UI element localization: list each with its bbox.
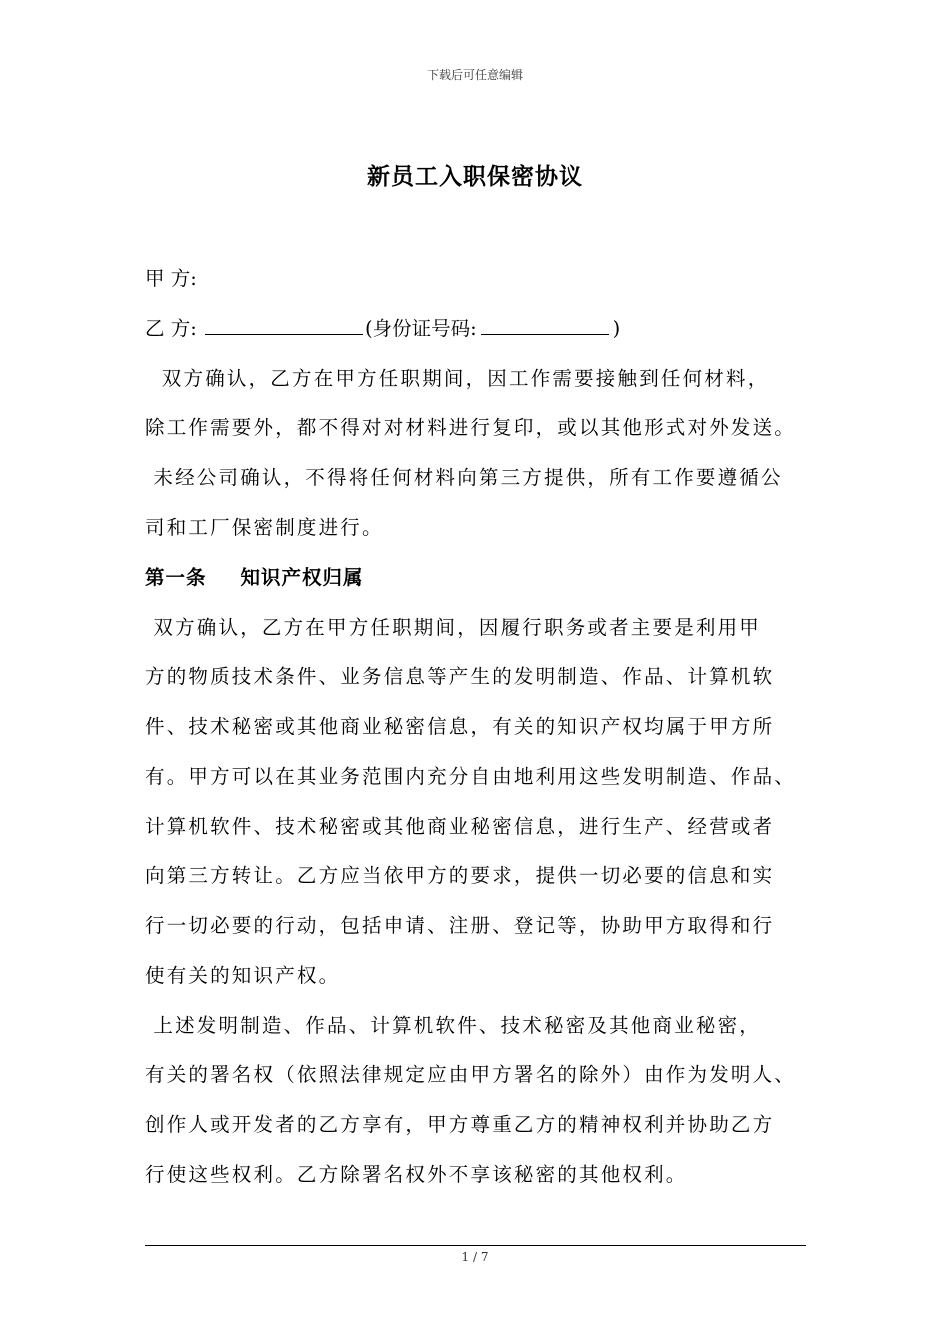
party-b-id-blank	[481, 333, 609, 335]
section-1-title: 知识产权归属	[240, 566, 364, 589]
document-title: 新员工入职保密协议	[367, 163, 583, 190]
section-1-para-1-line-2: 方的物质技术条件、业务信息等产生的发明制造、作品、计算机软	[145, 665, 775, 688]
section-1-para-1-line-6: 向第三方转让。乙方应当依甲方的要求，提供一切必要的信息和实	[145, 864, 775, 887]
section-1-para-1-line-4: 有。甲方可以在其业务范围内充分自由地利用这些发明制造、作品、	[145, 765, 797, 788]
intro-line-1: 双方确认，乙方在甲方任职期间，因工作需要接触到任何材料，	[145, 367, 770, 390]
intro-line-4: 司和工厂保密制度进行。	[145, 516, 384, 539]
section-1-heading	[145, 562, 835, 590]
party-a-line	[145, 263, 835, 291]
footer-divider	[145, 1245, 806, 1246]
party-b-id-close: )	[612, 317, 621, 340]
section-1-number: 第一条	[145, 566, 207, 589]
intro-line-3: 未经公司确认，不得将任何材料向第三方提供，所有工作要遵循公	[145, 466, 783, 489]
section-1-para-1-line-8: 使有关的知识产权。	[145, 964, 341, 987]
party-b-id-label: (身份证号码:	[364, 317, 477, 340]
party-b-name-blank	[205, 333, 363, 335]
party-a-label: 甲 方:	[145, 267, 197, 290]
party-b-line	[145, 313, 835, 341]
party-b-label: 乙 方:	[145, 317, 197, 340]
page-number: 1 / 7	[461, 1250, 489, 1264]
section-1-para-1-line-3: 件、技术秘密或其他商业秘密信息，有关的知识产权均属于甲方所	[145, 715, 775, 738]
section-1-para-2-line-4: 行使这些权利。乙方除署名权外不享该秘密的其他权利。	[145, 1163, 688, 1186]
section-1-para-1-line-1: 双方确认，乙方在甲方任职期间，因履行职务或者主要是利用甲	[145, 616, 761, 639]
section-1-para-1-line-7: 行一切必要的行动，包括申请、注册、登记等，协助甲方取得和行	[145, 914, 775, 937]
section-1-para-2-line-1: 上述发明制造、作品、计算机软件、技术秘密及其他商业秘密，	[145, 1014, 761, 1037]
intro-line-2: 除工作需要外，都不得对对材料进行复印，或以其他形式对外发送。	[145, 416, 797, 439]
header-note: 下载后可任意编辑	[426, 68, 523, 82]
section-1-para-2-line-3: 创作人或开发者的乙方享有，甲方尊重乙方的精神权利并协助乙方	[145, 1113, 775, 1136]
section-1-para-2-line-2: 有关的署名权（依照法律规定应由甲方署名的除外）由作为发明人、	[145, 1063, 797, 1086]
section-1-para-1-line-5: 计算机软件、技术秘密或其他商业秘密信息，进行生产、经营或者	[145, 815, 775, 838]
